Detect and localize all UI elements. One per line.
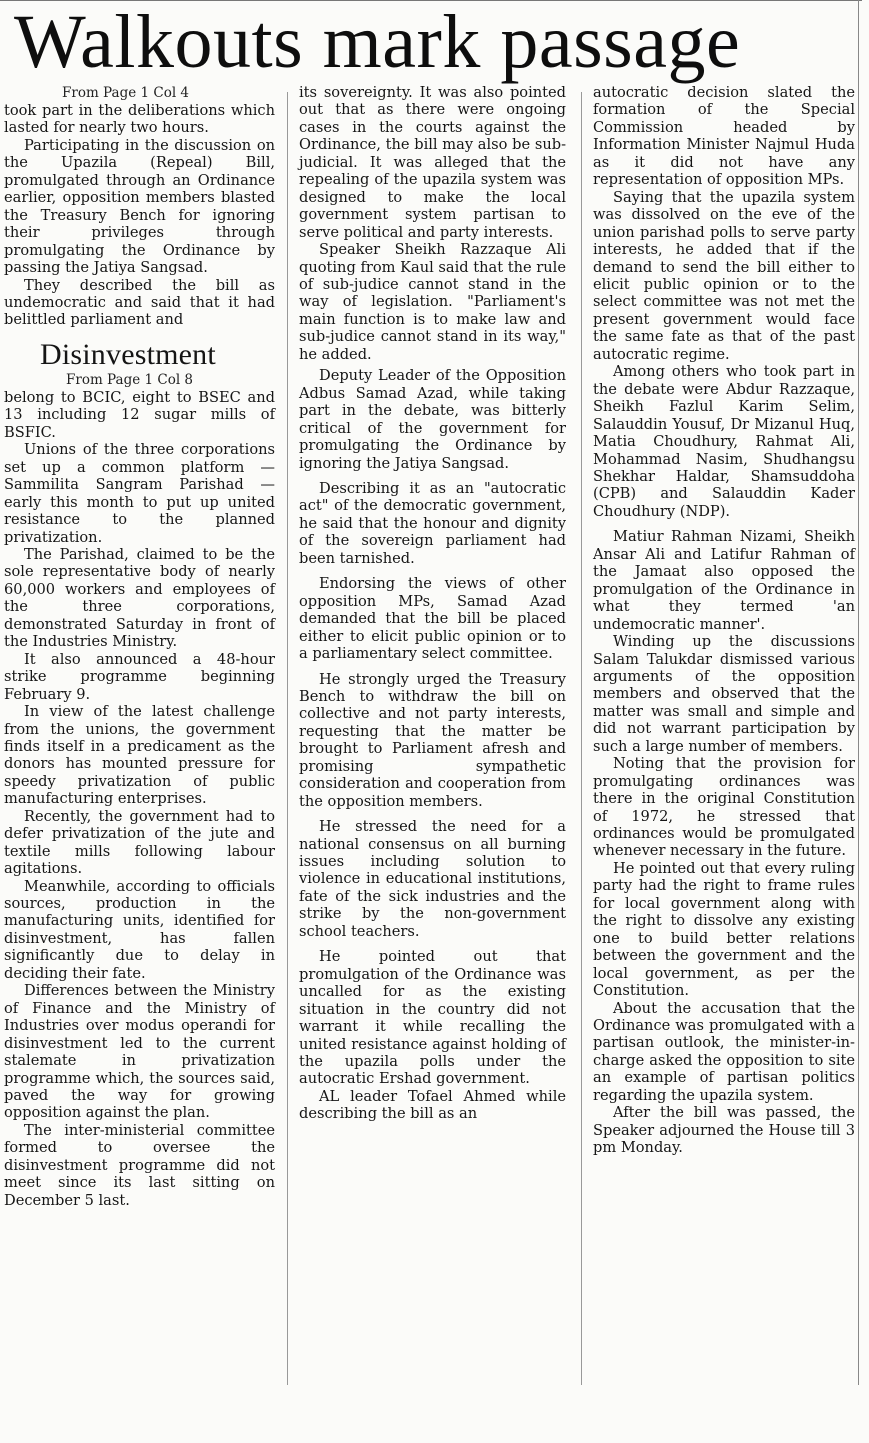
paragraph: He stressed the need for a national consensus on all burning issues including solution to violence in educational institutions, fate of the sick industries and the strike by the non-government school teachers. [299, 818, 566, 940]
subhead-jump-line: From Page 1 Col 8 [66, 371, 194, 388]
paragraph: About the accusation that the Ordinance was promulgated with a partisan outlook, the minister-in-charge asked the opposition to site an example of partisan politics regarding the upazila system. [593, 999, 855, 1104]
paragraph: Speaker Sheikh Razzaque Ali quoting from Kaul said that the rule of sub-judice cannot stand in the way of legislation. "Parliament's main function is to make law and sub-judice cannot stand in its way," he added. [299, 241, 566, 363]
paragraph: Recently, the government had to defer privatization of the jute and textile mills following labour agitations. [4, 807, 275, 878]
paragraph: After the bill was passed, the Speaker adjourned the House till 3 pm Monday. [593, 1104, 855, 1157]
column-1 [4, 84, 275, 1209]
right-rule [858, 0, 859, 1385]
paragraph: The Parishad, claimed to be the sole representative body of nearly 60,000 workers and employees of the three corporations, demonstrated Saturday in front of the Industries Ministry. [4, 545, 275, 651]
paragraph: Among others who took part in the debate were Abdur Razzaque, Sheikh Fazlul Karim Selim, Salauddin Yousuf, Dr Mizanul Huq, Matia Choudhury, Rahmat Ali, Mohammad Nasim, Shudhangsu Shekhar Haldar, Shamsuddoha (CPB) and Salauddin Kader Choudhury (NDP). [593, 363, 855, 520]
paragraph: Describing it as an "autocratic act" of the democratic government, he said that the honour and dignity of the sovereign parliament had been tarnished. [299, 479, 566, 567]
paragraph: The inter-ministerial committee formed to oversee the disinvestment programme did not meet since its last sitting on December 5 last. [4, 1121, 275, 1209]
paragraph: He pointed out that promulgation of the Ordinance was uncalled for as the existing situation in the country did not warrant it while recalling the united resistance against holding of the upazila polls under the autocratic Ershad government. [299, 948, 566, 1088]
paragraph: Unions of the three corporations set up a common platform —Sammilita Sangram Parishad — early this month to put up united resistance to the planned privatization. [4, 441, 275, 546]
paragraph: Winding up the discussions Salam Talukdar dismissed various arguments of the opposition members and observed that the matter was small and simple and did not warrant participation by such a large number of members. [593, 633, 855, 755]
jump-line: From Page 1 Col 4 [62, 85, 190, 101]
paragraph: He pointed out that every ruling party had the right to frame rules for local government along with the right to dissolve any existing one to build better relations between the government and the local government, as per the Constitution. [593, 859, 855, 1000]
paragraph: took part in the deliberations which lasted for nearly two hours. [4, 102, 275, 137]
paragraph: Matiur Rahman Nizami, Sheikh Ansar Ali and Latifur Rahman of the Jamaat also opposed the promulgation of the Ordinance in what they termed 'an undemocratic manner'. [593, 528, 855, 633]
paragraph: It also announced a 48-hour strike programme beginning February 9. [4, 650, 275, 703]
subhead: Disinvestment [40, 337, 216, 371]
paragraph: Noting that the provision for promulgating ordinances was there in the original Constitution of 1972, he stressed that ordinances would be promulgated whenever necessary in the future. [593, 755, 855, 860]
paragraph: Meanwhile, according to officials sources, production in the manufacturing units, identified for disinvestment, has fallen significantly due to delay in deciding their fate. [4, 877, 275, 982]
paragraph: Differences between the Ministry of Finance and the Ministry of Industries over modus operandi for disinvestment led to the current stalemate in privatization programme which, the sources said, paved the way for growing opposition against the plan. [4, 982, 275, 1122]
paragraph: its sovereignty. It was also pointed out that as there were ongoing cases in the courts against the Ordinance, the bill may also be sub-judicial. It was alleged that the repealing of the upazila system was designed to make the local government system partisan to serve political and party interests. [299, 84, 566, 241]
column-3 [593, 84, 855, 1157]
paragraph: Participating in the discussion on the Upazila (Repeal) Bill, promulgated through an Ordinance earlier, opposition members blasted the Treasury Bench for ignoring their privileges through promulgating the Ordinance by passing the Jatiya Sangsad. [4, 136, 275, 277]
paragraph: AL leader Tofael Ahmed while describing the bill as an [299, 1087, 566, 1123]
paragraph: belong to BCIC, eight to BSEC and 13 including 12 sugar mills of BSFIC. [4, 388, 275, 441]
paragraph: They described the bill as undemocratic and said that it had belittled parliament and [4, 276, 275, 329]
column-divider [287, 92, 288, 1385]
paragraph: Endorsing the views of other opposition MPs, Samad Azad demanded that the bill be placed either to elicit public opinion or to a parliamentary select committee. [299, 575, 566, 663]
paragraph: autocratic decision slated the formation of the Special Commission headed by Information Minister Najmul Huda as it did not have any representation of opposition MPs. [593, 84, 855, 189]
column-2 [299, 84, 566, 1123]
paragraph: He strongly urged the Treasury Bench to withdraw the bill on collective and not party interests, requesting that the matter be brought to Parliament afresh and promising sympathetic consideration and cooperation from the opposition members. [299, 670, 566, 810]
paragraph: In view of the latest challenge from the unions, the government finds itself in a predicament as the donors has mounted pressure for speedy privatization of public manufacturing enterprises. [4, 703, 275, 808]
column-divider [581, 92, 582, 1385]
headline: Walkouts mark passage [14, 0, 741, 84]
paragraph: Saying that the upazila system was dissolved on the eve of the union parishad polls to serve party interests, he added that if the demand to send the bill either to elicit public opinion or to the select committee was not met the present government would face the same fate as that of the past autocratic regime. [593, 188, 855, 363]
paragraph: Deputy Leader of the Opposition Adbus Samad Azad, while taking part in the debate, was bitterly critical of the government for promulgating the Ordinance by ignoring the Jatiya Sangsad. [299, 367, 566, 472]
